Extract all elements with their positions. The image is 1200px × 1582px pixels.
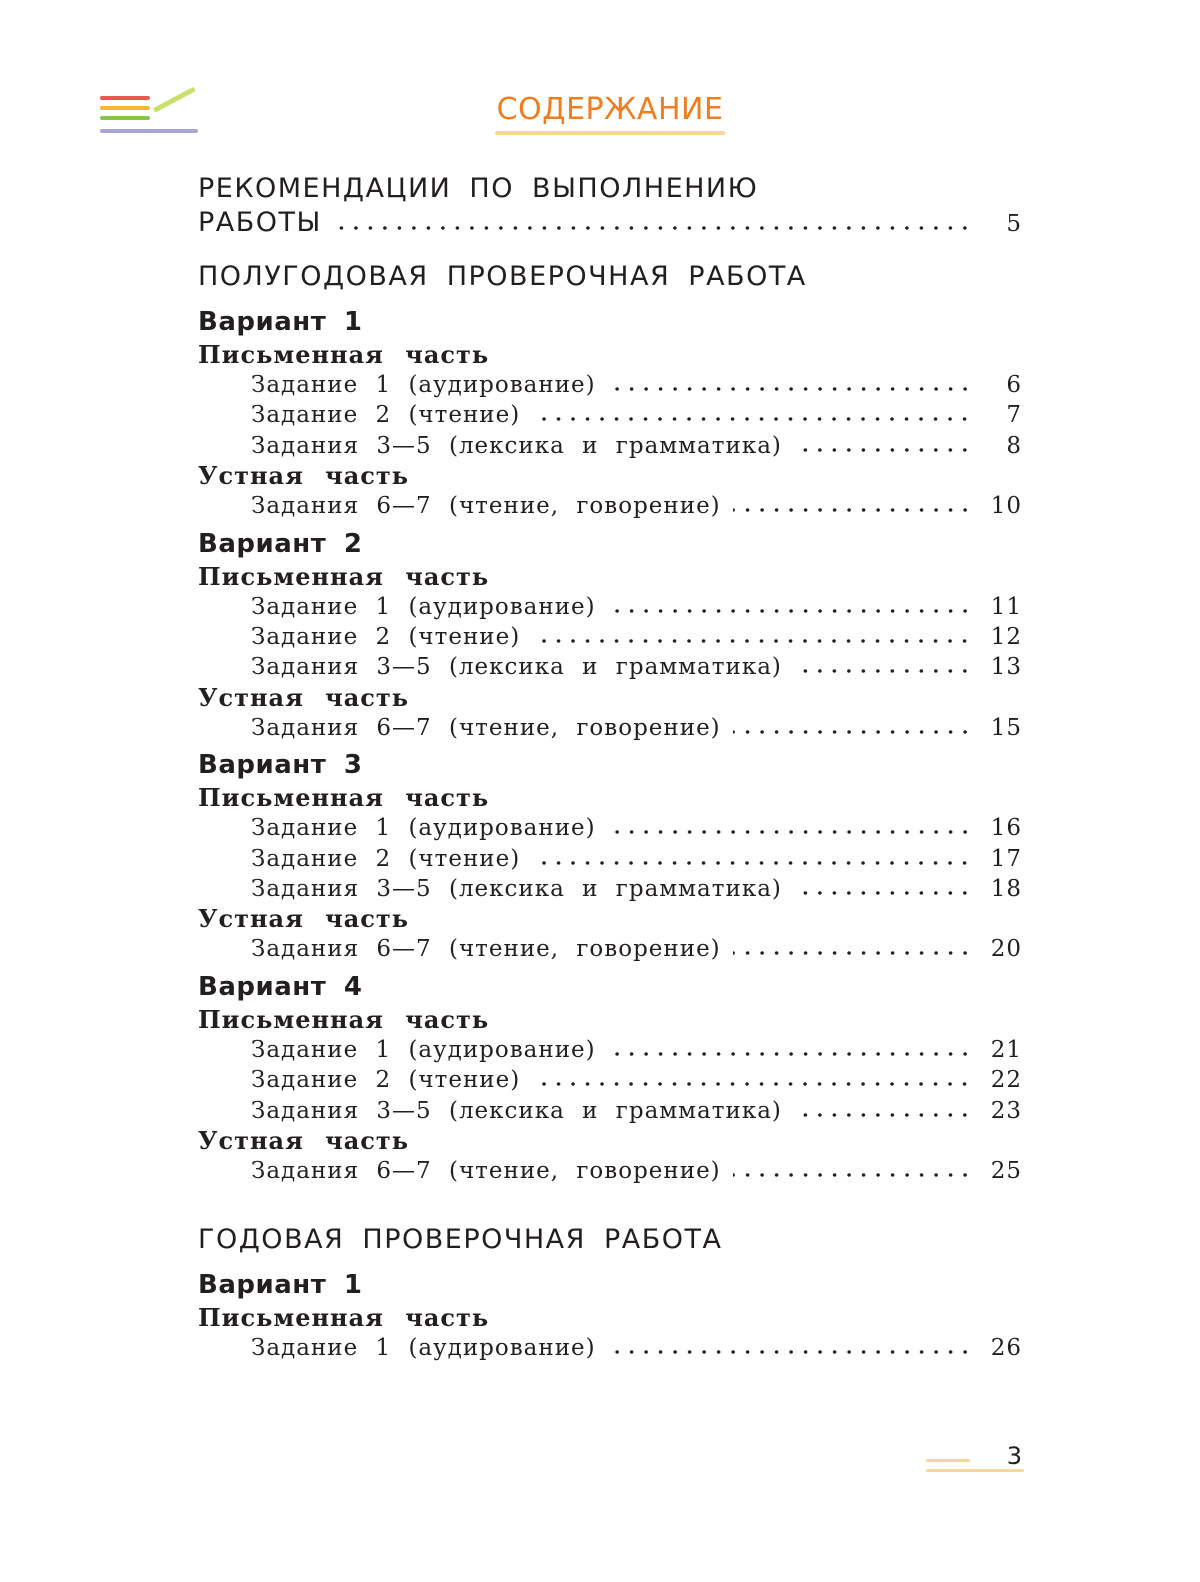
toc-entry-page: 11 [990,593,1022,620]
toc-entry-page: 8 [1006,432,1022,459]
toc-entry-label: Задания 3—5 (лексика и грамматика) [251,654,782,681]
written-part-heading: Письменная часть [198,340,490,369]
toc-entry[interactable] [198,400,1022,430]
toc-entry-label: Задания 6—7 (чтение, говорение) [251,936,721,963]
toc-entry[interactable] [198,431,1022,461]
toc-entry-page: 15 [990,714,1022,741]
toc-entry-label: Задания 3—5 (лексика и грамматика) [251,432,782,459]
leader-dots [794,668,972,674]
toc-entry-label: Задание 1 (аудирование) [251,593,596,620]
toc-entry-label: Задание 2 (чтение) [251,402,521,429]
toc-entry-label: Задание 1 (аудирование) [251,815,596,842]
leader-dots [733,729,972,735]
toc-entry[interactable] [198,1333,1022,1363]
toc-entry-page: 17 [990,845,1022,872]
table-of-contents [198,172,1022,1363]
toc-entry[interactable] [198,844,1022,874]
leader-dots [733,507,972,513]
leader-dots [532,638,972,644]
leader-dots [794,1112,972,1118]
variant-heading: Вариант 2 [198,528,363,559]
toc-entry-page: 13 [990,654,1022,681]
toc-entry-page: 6 [1006,372,1022,398]
toc-entry-label: Задания 3—5 (лексика и грамматика) [251,876,782,903]
toc-entry-label: Задания 6—7 (чтение, говорение) [251,714,721,741]
toc-entry[interactable] [198,1156,1022,1186]
variant-heading: Вариант 4 [198,971,363,1002]
toc-entry-label: Задание 2 (чтение) [251,845,521,872]
written-part-heading: Письменная часть [198,1004,490,1034]
leader-dots [334,225,972,231]
page-number-footer [926,1442,1024,1482]
variant-heading: Вариант 1 [198,1269,363,1300]
variant-heading: Вариант 1 [198,307,363,337]
leader-dots [608,1349,972,1355]
oral-part-heading: Устная часть [198,904,410,934]
toc-entry[interactable] [198,592,1022,622]
toc-entry[interactable] [198,370,1022,400]
leader-dots [532,860,972,866]
leader-dots [794,890,972,896]
leader-dots [532,416,972,422]
toc-entry[interactable] [198,1096,1022,1126]
toc-entry-page: 20 [990,936,1022,963]
toc-entry-page: 12 [990,624,1022,651]
toc-entry-label: РАБОТЫ [198,207,322,238]
toc-entry-page: 22 [990,1067,1022,1094]
toc-entry-page: 26 [990,1334,1022,1361]
variant-heading: Вариант 3 [198,750,363,781]
toc-entry-label: Задания 6—7 (чтение, говорение) [251,1158,721,1185]
toc-entry-page: 5 [1006,211,1022,237]
leader-dots [733,1172,972,1178]
toc-entry-page: 10 [990,493,1022,520]
page-number: 3 [1006,1442,1022,1470]
section-recommendations-title: РЕКОМЕНДАЦИИ ПО ВЫПОЛНЕНИЮ [198,173,759,204]
oral-part-heading: Устная часть [198,682,410,712]
toc-entry-label: Задания 3—5 (лексика и грамматика) [251,1097,782,1124]
toc-entry-label: Задание 2 (чтение) [251,624,521,651]
section-half-year-title: ПОЛУГОДОВАЯ ПРОВЕРОЧНАЯ РАБОТА [198,261,807,292]
toc-entry-page: 21 [990,1036,1022,1063]
toc-entry[interactable] [198,1035,1022,1065]
toc-entry[interactable] [198,1065,1022,1095]
leader-dots [794,447,972,453]
section-annual-title: ГОДОВАЯ ПРОВЕРОЧНАЯ РАБОТА [198,1223,723,1255]
leader-dots [608,386,972,392]
leader-dots [608,829,972,835]
written-part-heading: Письменная часть [198,783,490,813]
toc-entry[interactable] [198,934,1022,964]
toc-entry[interactable] [198,813,1022,843]
toc-entry-page: 7 [1006,402,1022,429]
toc-entry-page: 16 [990,815,1022,842]
toc-entry-page: 25 [990,1158,1022,1185]
toc-entry-label: Задание 1 (аудирование) [251,372,596,398]
oral-part-heading: Устная часть [198,1126,410,1156]
leader-dots [733,950,972,956]
toc-entry-label: Задание 1 (аудирование) [251,1036,596,1063]
toc-entry-label: Задание 2 (чтение) [251,1067,521,1094]
leader-dots [608,1051,972,1057]
toc-entry-label: Задания 6—7 (чтение, говорение) [251,493,721,520]
toc-entry-page: 23 [990,1097,1022,1124]
page-title: СОДЕРЖАНИЕ [0,92,1200,133]
leader-dots [608,608,972,614]
toc-entry-page: 18 [990,876,1022,903]
oral-part-heading: Устная часть [198,461,410,491]
leader-dots [532,1081,972,1087]
toc-entry[interactable] [198,874,1022,904]
toc-entry[interactable] [198,491,1022,521]
toc-entry-label: Задание 1 (аудирование) [251,1334,596,1361]
toc-entry[interactable] [198,652,1022,682]
written-part-heading: Письменная часть [198,1302,490,1332]
toc-entry[interactable] [198,622,1022,652]
written-part-heading: Письменная часть [198,561,490,591]
toc-entry-recommendations[interactable] [198,206,1022,240]
toc-entry[interactable] [198,713,1022,743]
